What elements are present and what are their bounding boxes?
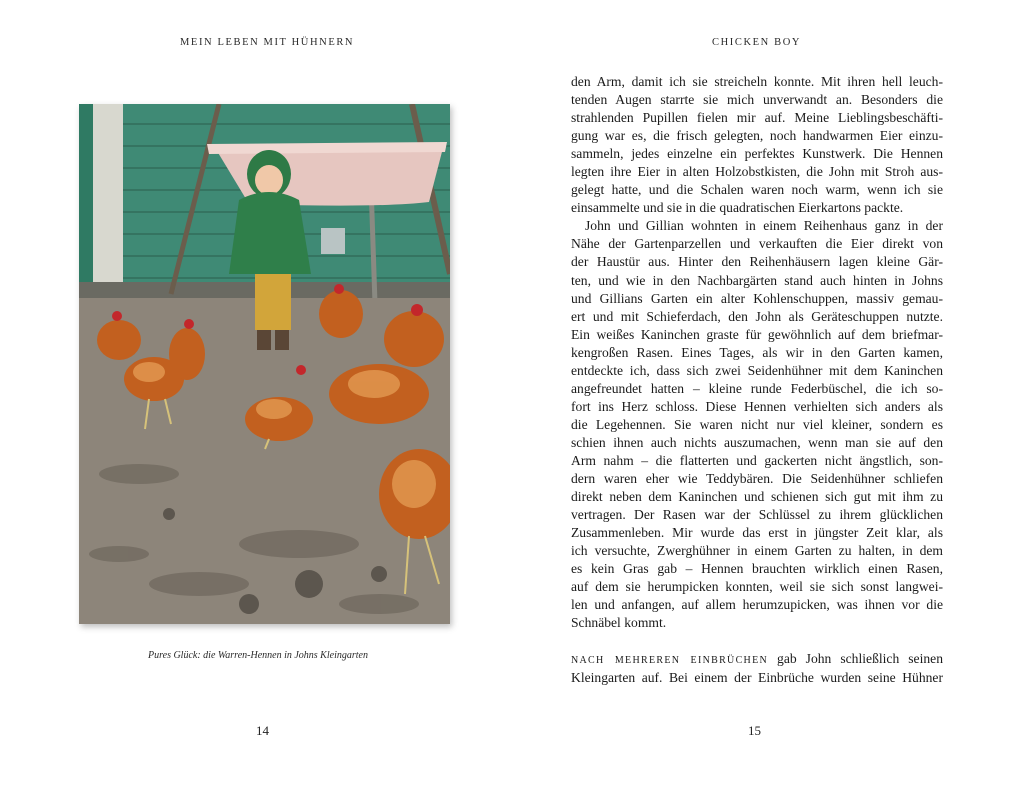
page-number-left: 14 — [256, 723, 269, 738]
running-head-right: CHICKEN BOY — [712, 37, 802, 48]
text-line: gelegt hatte, und die Schalen waren noch warm, wenn ich sie — [571, 182, 943, 198]
text-line: kengroßen Rasen. Eines Tages, als wir in den Garten kamen, — [571, 344, 943, 360]
text-line: Ein weißes Kaninchen graste für gewöhnlich auf dem briefmar- — [571, 326, 943, 342]
text-line: es kein Gras gab – Hennen brauchten wirklich einen Rasen, — [571, 561, 943, 577]
section-line-rest: gab John schließlich seinen — [768, 651, 943, 667]
text-line: entdeckte ich, dass sich zwei Seidenhühner mit dem Kaninchen — [571, 362, 943, 378]
photo-illustration — [79, 104, 450, 624]
text-line: Schnäbel kommt. — [571, 615, 667, 631]
text-line: und Gillians Garten ein alter Kohlenschuppen, massiv gemau- — [571, 290, 943, 306]
text-line: dern waren eher wie Teddybären. Die Seidenhühner schliefen — [571, 471, 943, 487]
text-line: Kleingarten auf. Bei einem der Einbrüche wurden seine Hühner — [571, 669, 943, 685]
section-break — [571, 632, 943, 650]
text-line: vertragen. Der Rasen war der Schlüssel zu ihrem glücklichen — [571, 507, 943, 523]
body-text — [571, 73, 943, 687]
text-line: Arm nahm – die flatterten und gackerten nicht ängstlich, son- — [571, 452, 943, 468]
text-line: ten, und wie in den Nachbargärten stand auch hinten in Johns — [571, 272, 943, 288]
text-line: gung war es, die frisch gelegten, noch handwarmen Eier einzu- — [571, 128, 943, 144]
section-first-line — [571, 650, 943, 668]
text-line: Zusammenleben. Mir wurde das erst in jüngster Zeit klar, als — [571, 525, 943, 541]
text-line: ert und mit Schieferdach, den John als Geräteschuppen nutzte. — [571, 308, 943, 324]
text-line: fort ins Herz schloss. Diese Hennen verhielten sich anders als — [571, 398, 943, 414]
text-line: einsammelte und sie in die quadratischen Eierkartons packte. — [571, 200, 904, 216]
text-line: angefreundet hatten – kleine runde Federbüschel, die ich so- — [571, 380, 943, 396]
section-lead-in: nach mehreren einbrüchen — [571, 651, 769, 667]
text-line: Nähe der Gartenparzellen und verkauften die Eier direkt von — [571, 236, 943, 252]
page-number-right: 15 — [748, 723, 761, 738]
text-line: John und Gillian wohnten in einem Reihenhaus ganz in der — [585, 218, 943, 234]
text-line: len und anfangen, auf allem herumzupicken, was ihnen vor die — [571, 597, 943, 613]
text-line: die Legehennen. Sie waren nicht nur viel kleiner, sondern es — [571, 416, 943, 432]
text-line: sammeln, jedes einzelne ein perfektes Kunstwerk. Die Hennen — [571, 146, 943, 162]
photo-child-with-hens — [79, 104, 450, 624]
running-head-left: MEIN LEBEN MIT HÜHNERN — [180, 37, 355, 48]
text-line: auf dem sie herumpicken konnten, weil sie sich sonst langwei- — [571, 579, 943, 595]
right-page — [510, 0, 1020, 788]
text-line: den Arm, damit ich sie streicheln konnte. Mit ihren hell leuch- — [571, 74, 943, 89]
text-line: der Haustür aus. Hinter den Reihenhäusern lagen kleine Gär- — [571, 254, 943, 270]
text-line: ich versuchte, Zwerghühner in einem Garten zu halten, in dem — [571, 543, 943, 559]
text-line: strahlenden Pupillen fielen mir auf. Meine Lieblingsbeschäfti- — [571, 110, 943, 126]
text-line: direkt neben dem Kaninchen und schienen sich gut mit ihm zu — [571, 489, 943, 505]
photo-caption: Pures Glück: die Warren-Hennen in Johns Kleingarten — [148, 650, 368, 661]
text-line: schien ihnen auch nichts auszumachen, wenn man sie auf den — [571, 434, 943, 450]
text-line: legten ihre Eier in alten Holzobstkisten, die John mit Stroh aus- — [571, 164, 943, 180]
text-line: tenden Augen starrte sie mich unverwandt an. Besonders die — [571, 92, 943, 108]
